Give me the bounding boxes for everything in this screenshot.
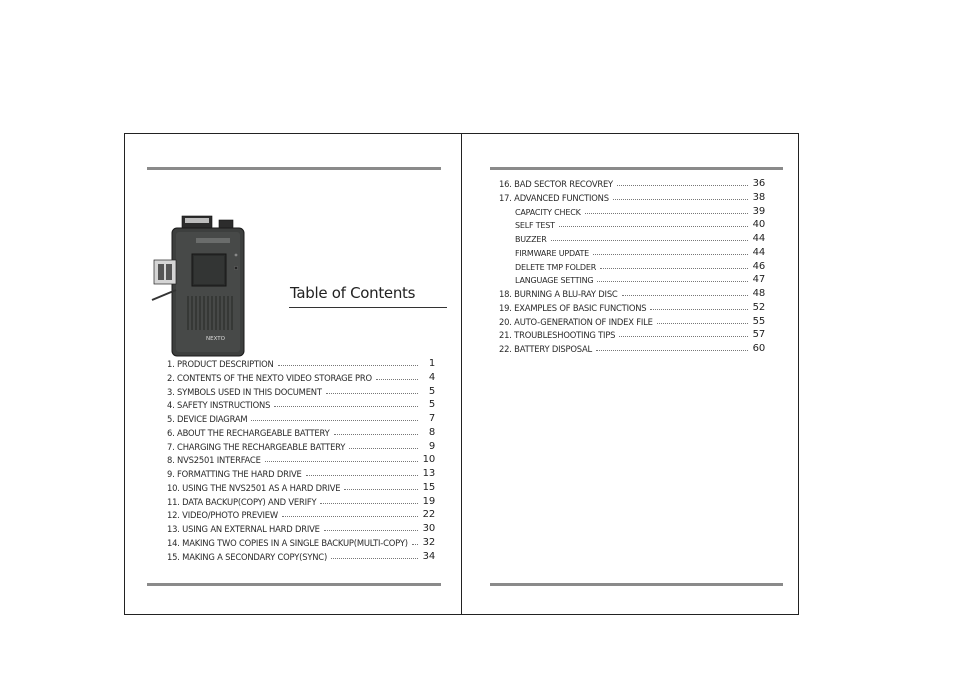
toc-entry-title: 13. USING AN EXTERNAL HARD DRIVE bbox=[167, 524, 320, 534]
toc-dot-leader bbox=[600, 268, 748, 269]
toc-dot-leader bbox=[324, 530, 418, 531]
toc-entry[interactable] bbox=[167, 454, 435, 465]
toc-entry-page: 60 bbox=[752, 343, 765, 354]
toc-entry-title: 15. MAKING A SECONDARY COPY(SYNC) bbox=[167, 552, 328, 562]
toc-entry[interactable] bbox=[167, 372, 435, 383]
toc-entry-page: 44 bbox=[752, 247, 765, 258]
toc-entry-page: 32 bbox=[422, 537, 435, 548]
toc-entry[interactable] bbox=[167, 441, 435, 452]
toc-entry-page: 4 bbox=[428, 372, 435, 383]
toc-entry[interactable] bbox=[167, 496, 435, 507]
toc-dot-leader bbox=[326, 393, 418, 394]
toc-entry-page: 22 bbox=[422, 509, 435, 520]
toc-entry[interactable] bbox=[515, 206, 765, 217]
toc-entry-title: SELF TEST bbox=[515, 221, 555, 230]
toc-dot-leader bbox=[617, 185, 748, 186]
toc-entry-page: 57 bbox=[752, 329, 765, 340]
right-bottom-rule bbox=[490, 583, 783, 586]
toc-entry-page: 46 bbox=[752, 261, 765, 272]
toc-dot-leader bbox=[585, 213, 748, 214]
toc-entry-title: 11. DATA BACKUP(COPY) AND VERIFY bbox=[167, 497, 317, 507]
toc-entry[interactable] bbox=[515, 261, 765, 272]
toc-entry-title: 1. PRODUCT DESCRIPTION bbox=[167, 359, 274, 369]
toc-entry-page: 1 bbox=[428, 358, 435, 369]
toc-dot-leader bbox=[593, 254, 748, 255]
toc-dot-leader bbox=[306, 475, 418, 476]
toc-entry-title: 10. USING THE NVS2501 AS A HARD DRIVE bbox=[167, 483, 341, 493]
device-brand: NEXTO bbox=[206, 336, 225, 342]
toc-entry-page: 47 bbox=[752, 274, 765, 285]
toc-dot-leader bbox=[597, 281, 748, 282]
toc-entry-page: 13 bbox=[422, 468, 435, 479]
toc-dot-leader bbox=[613, 199, 748, 200]
toc-entry[interactable] bbox=[515, 247, 765, 258]
toc-dot-leader bbox=[320, 503, 418, 504]
toc-entry-page: 5 bbox=[428, 399, 435, 410]
toc-entry[interactable] bbox=[167, 399, 435, 410]
toc-entry-title: 14. MAKING TWO COPIES IN A SINGLE BACKUP(MULTI-COPY) bbox=[167, 538, 408, 548]
toc-dot-leader bbox=[331, 558, 418, 559]
toc-entry-title: 9. FORMATTING THE HARD DRIVE bbox=[167, 469, 302, 479]
toc-entry-title: BUZZER bbox=[515, 235, 547, 244]
toc-dot-leader bbox=[559, 226, 748, 227]
toc-dot-leader bbox=[251, 420, 418, 421]
toc-dot-leader bbox=[334, 434, 418, 435]
toc-entry[interactable] bbox=[499, 192, 765, 203]
toc-entry-title: 5. DEVICE DIAGRAM bbox=[167, 414, 248, 424]
toc-entry-page: 15 bbox=[422, 482, 435, 493]
toc-entry[interactable] bbox=[167, 482, 435, 493]
toc-entry-title: 3. SYMBOLS USED IN THIS DOCUMENT bbox=[167, 387, 322, 397]
toc-entry-page: 8 bbox=[428, 427, 435, 438]
page-gutter bbox=[461, 133, 462, 615]
toc-entry[interactable] bbox=[167, 427, 435, 438]
toc-entry-title: CAPACITY CHECK bbox=[515, 208, 581, 217]
toc-entry-page: 52 bbox=[752, 302, 765, 313]
toc-entry[interactable] bbox=[515, 233, 765, 244]
toc-entry-title: 17. ADVANCED FUNCTIONS bbox=[499, 193, 609, 203]
toc-dot-leader bbox=[551, 240, 748, 241]
toc-entry-page: 5 bbox=[428, 386, 435, 397]
toc-dot-leader bbox=[349, 448, 418, 449]
toc-entry[interactable] bbox=[167, 551, 435, 562]
toc-entry-title: 6. ABOUT THE RECHARGEABLE BATTERY bbox=[167, 428, 330, 438]
toc-entry-page: 39 bbox=[752, 206, 765, 217]
left-top-rule bbox=[147, 167, 441, 170]
toc-entry[interactable] bbox=[167, 537, 435, 548]
toc-entry-title: 8. NVS2501 INTERFACE bbox=[167, 455, 261, 465]
toc-entry-page: 36 bbox=[752, 178, 765, 189]
toc-entry[interactable] bbox=[499, 316, 765, 327]
toc-dot-leader bbox=[278, 365, 418, 366]
toc-entry-page: 9 bbox=[428, 441, 435, 452]
toc-entry[interactable] bbox=[167, 358, 435, 369]
right-top-rule bbox=[490, 167, 783, 170]
toc-dot-leader bbox=[282, 516, 418, 517]
toc-entry-page: 7 bbox=[428, 413, 435, 424]
left-bottom-rule bbox=[147, 583, 441, 586]
toc-entry[interactable] bbox=[499, 329, 765, 340]
toc-entry-page: 55 bbox=[752, 316, 765, 327]
toc-entry-page: 48 bbox=[752, 288, 765, 299]
toc-dot-leader bbox=[650, 309, 748, 310]
page-title: Table of Contents bbox=[290, 284, 416, 302]
toc-entry-page: 44 bbox=[752, 233, 765, 244]
toc-dot-leader bbox=[274, 406, 418, 407]
toc-entry[interactable] bbox=[499, 343, 765, 354]
toc-entry-title: 7. CHARGING THE RECHARGEABLE BATTERY bbox=[167, 442, 346, 452]
toc-entry[interactable] bbox=[167, 509, 435, 520]
toc-entry-page: 34 bbox=[422, 551, 435, 562]
device-illustration bbox=[148, 214, 248, 359]
toc-entry-page: 38 bbox=[752, 192, 765, 203]
toc-entry[interactable] bbox=[167, 523, 435, 534]
toc-entry[interactable] bbox=[167, 386, 435, 397]
toc-entry-page: 10 bbox=[422, 454, 435, 465]
toc-entry[interactable] bbox=[515, 219, 765, 230]
toc-dot-leader bbox=[596, 350, 748, 351]
toc-entry-title: LANGUAGE SETTING bbox=[515, 276, 594, 285]
toc-entry-page: 30 bbox=[422, 523, 435, 534]
toc-entry[interactable] bbox=[499, 178, 765, 189]
toc-entry[interactable] bbox=[167, 413, 435, 424]
toc-entry-page: 40 bbox=[752, 219, 765, 230]
toc-entry-title: 19. EXAMPLES OF BASIC FUNCTIONS bbox=[499, 303, 647, 313]
toc-entry[interactable] bbox=[515, 274, 765, 285]
toc-entry-title: 20. AUTO-GENERATION OF INDEX FILE bbox=[499, 317, 653, 327]
toc-entry-page: 19 bbox=[422, 496, 435, 507]
toc-entry-title: 22. BATTERY DISPOSAL bbox=[499, 344, 592, 354]
toc-entry-title: 16. BAD SECTOR RECOVREY bbox=[499, 179, 613, 189]
toc-dot-leader bbox=[657, 323, 748, 324]
toc-entry[interactable] bbox=[499, 302, 765, 313]
toc-dot-leader bbox=[412, 544, 418, 545]
toc-entry-title: 18. BURNING A BLU-RAY DISC bbox=[499, 289, 618, 299]
toc-entry-title: 4. SAFETY INSTRUCTIONS bbox=[167, 400, 271, 410]
toc-dot-leader bbox=[265, 461, 418, 462]
toc-entry[interactable] bbox=[499, 288, 765, 299]
toc-dot-leader bbox=[619, 336, 748, 337]
toc-entry-title: 12. VIDEO/PHOTO PREVIEW bbox=[167, 510, 278, 520]
toc-entry-title: 2. CONTENTS OF THE NEXTO VIDEO STORAGE PRO bbox=[167, 373, 372, 383]
toc-entry-title: DELETE TMP FOLDER bbox=[515, 263, 597, 272]
toc-entry-title: 21. TROUBLESHOOTING TIPS bbox=[499, 330, 616, 340]
title-underline bbox=[289, 307, 447, 308]
toc-entry-title: FIRMWARE UPDATE bbox=[515, 249, 590, 258]
toc-entry[interactable] bbox=[167, 468, 435, 479]
toc-dot-leader bbox=[376, 379, 418, 380]
toc-dot-leader bbox=[344, 489, 418, 490]
toc-dot-leader bbox=[622, 295, 748, 296]
